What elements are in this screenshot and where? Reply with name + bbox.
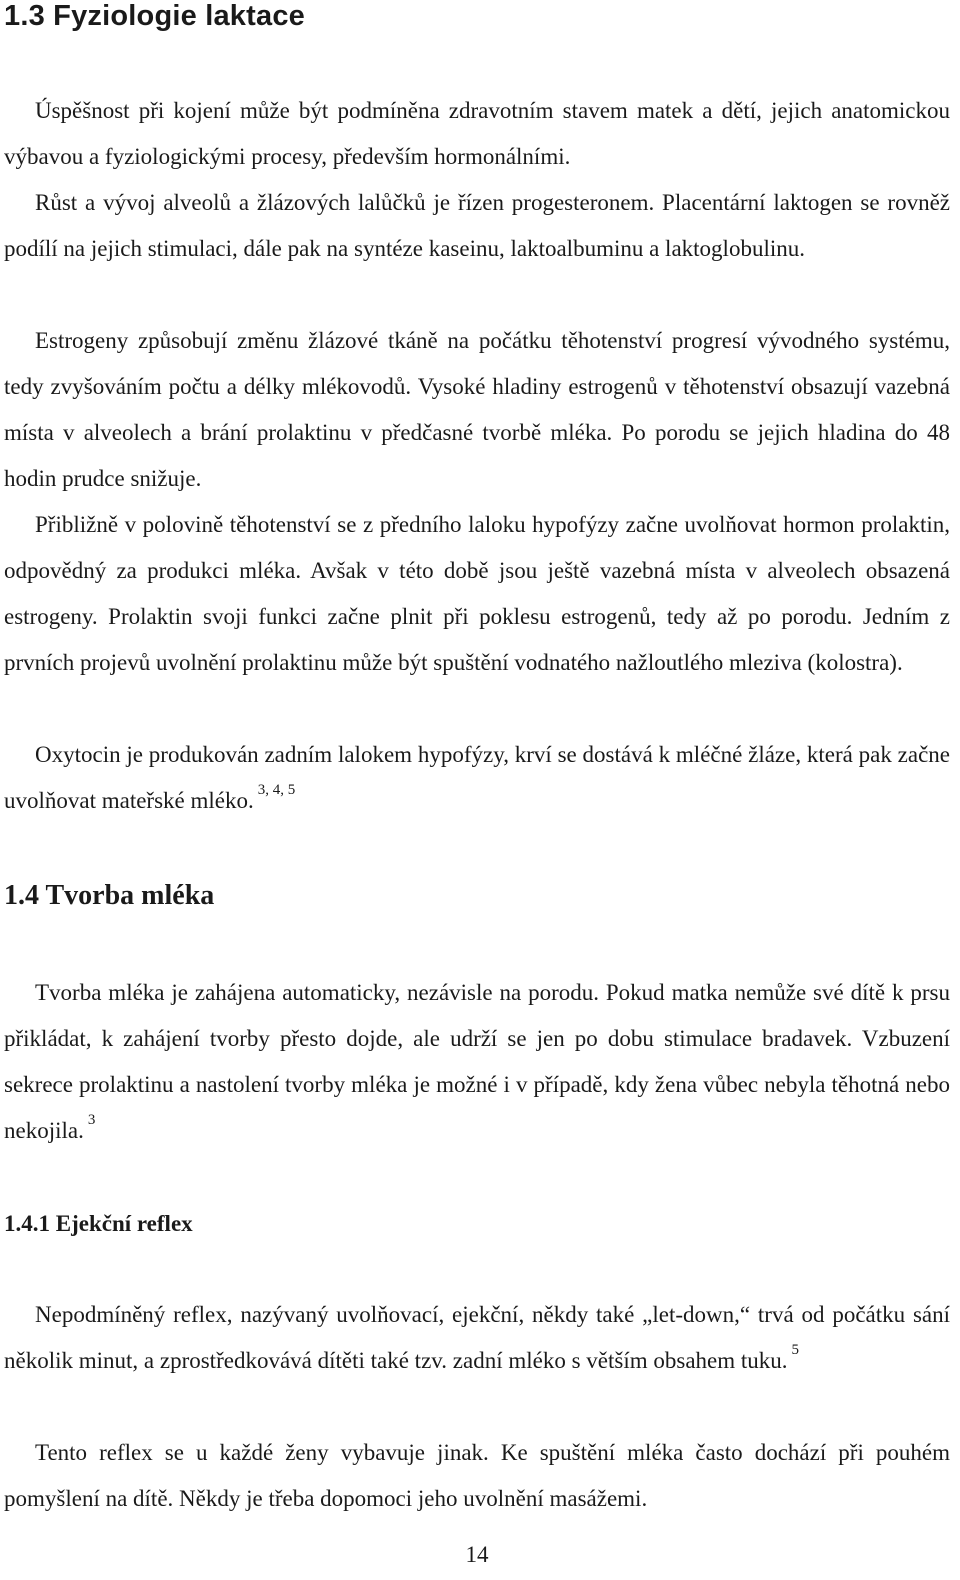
paragraph-tvorba-mleka-text: Tvorba mléka je zahájena automaticky, nezávisle na porodu. Pokud matka nemůže své dítě k prsu přikládat, k zahájení tvorby přesto dojde, ale udrží se jen po dobu stimulace bradavek. Vzbuzení sekrece prolaktinu a nastolení tvorby mléka je možné i v případě, kdy žena vůbec nebyla těhotná nebo nekojila. xyxy=(4,980,950,1143)
paragraph-nepodmineny-reflex xyxy=(4,1292,950,1384)
page-number: 14 xyxy=(465,1542,489,1567)
paragraph-estrogeny: Estrogeny způsobují změnu žlázové tkáně na počátku těhotenství progresí vývodného systému, tedy zvyšováním počtu a délky mlékovodů. Vysoké hladiny estrogenů v těhotenství obsazují vazebná místa v alveolech a brání prolaktinu v předčasné tvorbě mléka. Po porodu se jejich hladina do 48 hodin prudce snižuje. xyxy=(4,328,950,491)
document-page xyxy=(4,0,950,1580)
paragraph-oxytocin xyxy=(4,732,950,824)
subsection-heading-ejekcni-reflex: 1.4.1 Ejekční reflex xyxy=(4,1211,193,1236)
paragraph-tento-reflex: Tento reflex se u každé ženy vybavuje jinak. Ke spuštění mléka často dochází při pouhém pomyšlení na dítě. Někdy je třeba dopomoci jeho uvolnění masážemi. xyxy=(4,1440,950,1511)
paragraph-rust-alveolu: Růst a vývoj alveolů a žlázových lalůčků je řízen progesteronem. Placentární laktogen se rovněž podílí na jejich stimulaci, dále pak na syntéze kaseinu, laktoalbuminu a laktoglobulinu. xyxy=(4,190,950,261)
section-heading-fyziologie-laktace: 1.3 Fyziologie laktace xyxy=(4,0,305,32)
citation-reference: 5 xyxy=(791,1342,800,1359)
citation-reference: 3, 4, 5 xyxy=(257,782,296,799)
paragraph-uspesnost: Úspěšnost při kojení může být podmíněna zdravotním stavem matek a dětí, jejich anatomickou výbavou a fyziologickými procesy, především hormonálními. xyxy=(4,98,950,169)
citation-reference: 3 xyxy=(87,1112,96,1129)
paragraph-nepodmineny-reflex-text: Nepodmíněný reflex, nazývaný uvolňovací, ejekční, někdy také „let-down,“ trvá od počátku sání několik minut, a zprostředkovává dítěti také tzv. zadní mléko s větším obsahem tuku. xyxy=(4,1302,950,1373)
paragraph-oxytocin-text: Oxytocin je produkován zadním lalokem hypofýzy, krví se dostává k mléčné žláze, která pak začne uvolňovat mateřské mléko. xyxy=(4,742,950,813)
paragraph-prolaktin: Přibližně v polovině těhotenství se z předního laloku hypofýzy začne uvolňovat hormon prolaktin, odpovědný za produkci mléka. Avšak v této době jsou ještě vazebná místa v alveolech obsazená estrogeny. Prolaktin svoji funkci začne plnit při poklesu estrogenů, tedy až po porodu. Jedním z prvních projevů uvolnění prolaktinu může být spuštění vodnatého nažloutlého mleziva (kolostra). xyxy=(4,512,950,675)
section-heading-tvorba-mleka: 1.4 Tvorba mléka xyxy=(4,880,215,911)
paragraph-tvorba-mleka xyxy=(4,970,950,1154)
